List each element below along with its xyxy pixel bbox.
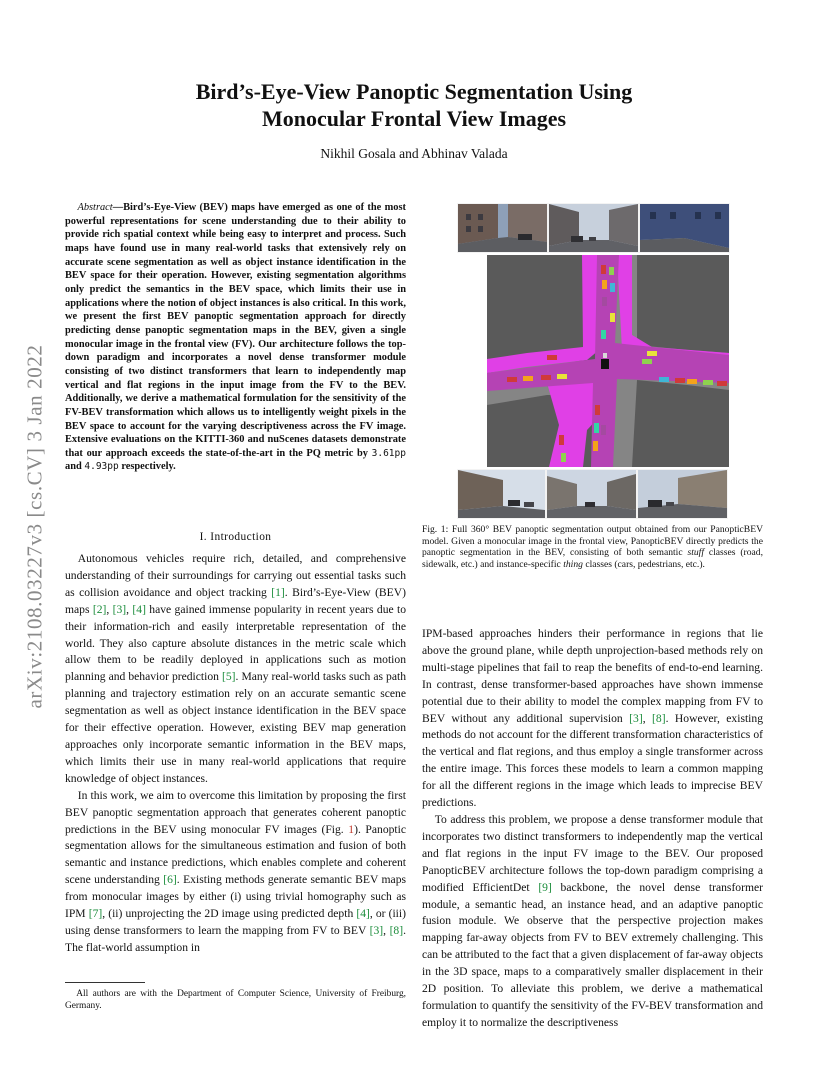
paragraph [422,812,763,1032]
fv-image-rear [546,469,637,519]
paragraph [65,551,406,788]
text-run: . However, existing methods do not account for the different transformation characteristics of the vertical and flat regions, and thus employ a single transformer across the entire image. This forces these models to learn a common mapping for all the different regions in the image which leads to imprecise BEV predictions. [422,711,763,810]
citation-link[interactable]: [5] [222,670,236,684]
text-run: classes (cars, pedestrians, etc.). [582,558,705,570]
citation-link[interactable]: [8] [389,923,404,937]
abstract-value-1: 3.61 [371,447,395,459]
footnote: All authors are with the Department of Computer Science, University of Freiburg, Germany. [65,989,406,1012]
figure-caption [422,524,763,570]
text-run: To address this problem, we propose a dense transformer module that incorporates two distinct transformers to independently map the vertical and flat regions in the input FV image to the BEV. Our proposed PanopticBEV architecture follows the top-down paradigm comprising a modified EfficientDet [422,812,763,894]
right-column-body [422,626,763,1032]
text-run: . Many real-world tasks such as path planning and trajectory estimation rely on an accurate semantic scene segmentation as well as object instance identification in the BEV space for their effective operation. However, existing BEV map generation approaches only incorporate semantic information in the BEV maps, which limits their use in many real-world applications that require knowledge of object instances. [65,670,406,785]
text-run: , [383,923,390,937]
left-column-body [65,551,406,957]
citation-link[interactable]: [3] [629,711,643,725]
paper-title [80,78,748,132]
citation-link[interactable]: [8] [652,711,666,725]
author-list: Nikhil Gosala and Abhinav Valada [320,146,508,161]
abstract-unit-1: pp [394,447,406,459]
text-run: , [642,711,653,725]
text-run: backbone, the novel dense transformer module, a semantic head, an instance head, and an adaptive panoptic fusion module. We observe that the perspective projection makes mapping far-away objects from FV to BEV extremely challenging. This can be attributed to the fact that a given displacement of far-away objects in the 3D space, maps to a comparatively smaller displacement in their 2D position. To alleviate this problem, we derive a mathematical formulation to quantify the sensitivity of the FV-BEV transformation and employ it to normalize the descriptiveness [422,880,763,1029]
text-run: classes (road, sidewalk, etc.) and instance-specific [422,547,763,570]
citation-link[interactable]: [1] [271,585,285,599]
abstract-tail: respectively. [121,461,176,473]
bev-panoptic-map [487,255,729,467]
text-run: , [106,602,113,616]
arxiv-stamp [5,296,65,756]
citation-link[interactable]: [7] [88,907,103,921]
title-line-1: Bird’s-Eye-View Panoptic Segmentation Using [195,79,633,104]
citation-link[interactable]: [2] [92,602,107,616]
citation-link[interactable]: [9] [538,880,552,894]
citation-link[interactable]: [4] [356,907,370,921]
paragraph [422,626,763,812]
arxiv-stamp-text: arXiv:2108.03227v3 [cs.CV] 3 Jan 2022 [22,344,47,708]
text-run: Autonomous vehicles require rich, detailed, and comprehensive understanding of their surroundings for carrying out essential tasks such as collision avoidance and object tracking [65,552,406,599]
text-run: IPM-based approaches hinders their performance in regions that lie above the ground plane, while depth unprojection-based methods rely on multi-stage pipelines that fail to reap the benefits of end-to-end learning. In contrast, dense transformer-based approaches have shown immense potential due to their ability to model the complex mapping from FV to BEV without any additional supervision [422,627,763,725]
text-run: ). Panoptic segmentation allows for the simultaneous estimation and fusion of both semantic and instance predictions, which enables complete and coherent scene understanding [65,822,407,887]
citation-link[interactable]: [6] [163,873,177,887]
text-run: , or (iii) using dense transformers to learn the mapping from FV to BEV [65,907,406,937]
text-run: . Bird’s-Eye-View (BEV) maps [65,585,406,616]
text-run: have gained immense popularity in recent years due to their information-rich and easily interpretable representation of the world. They also capture absolute distances in the metric scale which allow them to be readily deployed in applications such as motion planning and behavior prediction [65,602,407,684]
fv-image-rear-left [457,469,546,519]
paragraph [65,788,406,957]
text-run-italic: stuff [687,547,704,559]
footnote-rule [65,982,145,983]
text-run: , [126,602,133,616]
text-run: . The flat-world assumption in [65,923,406,954]
text-run: . Existing methods generate semantic BEV maps from monocular images by either (i) using trivial homography such as IPM [65,873,407,921]
citation-link[interactable]: [4] [132,602,146,616]
text-run: In this work, we aim to overcome this limitation by proposing the first BEV panoptic segmentation approach that generates coherent panoptic predictions in the BEV using monocular FV images (Fig. [65,788,406,836]
fv-image-rear-right [637,469,728,519]
title-line-2: Monocular Frontal View Images [261,106,567,131]
citation-link[interactable]: [3] [112,602,127,616]
figure-link[interactable]: 1 [348,822,355,836]
abstract [65,201,406,474]
section-heading: I. Introduction [199,531,272,543]
text-run: Fig. 1: Full 360° BEV panoptic segmentation output obtained from our PanopticBEV model. Given a monocular image in the frontal view, PanopticBEV directly predicts the panoptic segmentation in the BEV, consisting of both semantic [422,524,763,559]
text-run: , (ii) unprojecting the 2D image using predicted depth [102,907,357,921]
abstract-lead: Abstract [77,202,113,213]
abstract-text: —Bird’s-Eye-View (BEV) maps have emerged as one of the most powerful representations for scene understanding due to their ability to provide rich spatial context while being easy to interpret and process. Such maps have found use in many real-world tasks that extensively rely on accurate scene segmentation as well as object instance identification in the BEV space for their operation. However, existing segmentation algorithms only predict the semantics in the BEV space, which limits their use in applications where the notion of object instances is also critical. In this work, we present the first BEV panoptic segmentation approach for directly predicting dense panoptic segmentation maps in the BEV, given a single monocular image in the frontal view (FV). Our architecture follows the top-down paradigm and incorporates a novel dense transformer module consisting of two distinct transformers that learn to independently map vertical and flat regions in the input image from the FV to the BEV. Additionally, we derive a mathematical formulation for the sensitivity of the FV-BEV transformation which allows us to intelligently weight pixels in the BEV space to account for the varying descriptiveness across the FV image. Extensive evaluations on the KITTI-360 and nuScenes datasets demonstrate that our approach exceeds the state-of-the-art in the PQ metric by [65,202,406,459]
fv-image-front-right [639,203,730,253]
fv-image-front [548,203,639,253]
fv-image-front-left [457,203,548,253]
text-run-italic: thing [563,558,583,570]
abstract-and: and [65,461,82,473]
abstract-unit-2: pp [107,461,119,473]
abstract-value-2: 4.93 [84,461,108,473]
citation-link[interactable]: [3] [369,923,384,937]
